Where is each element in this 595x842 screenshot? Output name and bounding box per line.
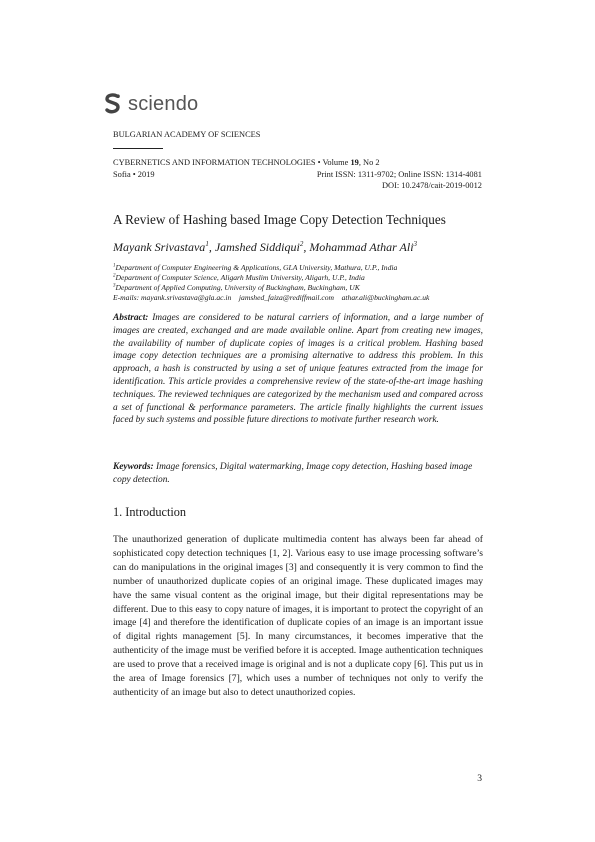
header-rule — [113, 148, 163, 149]
author-mark: 2 — [299, 240, 304, 248]
academy-name: BULGARIAN ACADEMY OF SCIENCES — [113, 130, 261, 139]
doi: DOI: 10.2478/cait-2019-0012 — [381, 181, 482, 190]
sciendo-mark-icon — [104, 93, 122, 115]
author-name: Jamshed Siddiqui — [214, 240, 300, 254]
author-name: Mayank Srivastava — [113, 240, 206, 254]
author-list: Mayank Srivastava$^1$, Jamshed Siddiqui$^2$, Mohammad Athar Ali$^3$ — [113, 240, 418, 254]
author-name: Mohammad Athar Ali — [309, 240, 414, 254]
affiliation-mark: 2 — [113, 273, 116, 279]
keywords-label: Keywords: — [113, 462, 154, 472]
journal-line — [113, 158, 380, 167]
author-mark: 1 — [205, 240, 209, 248]
abstract-label: Abstract: — [113, 313, 149, 323]
abstract-text: Images are considered to be natural carriers of information, and a large number of images are created, exchanged and are made available online. Apart from creating new images, the availability of number of duplicate copies of images is a critical problem. Hashing based image copy detection techniques are a promising alternative to address this problem. In this approach, a hash is constructed by using a set of unique features extracted from the image for identification. This article provides a comprehensive review of the state-of-the-art image hashing techniques. The reviewed techniques are categorized by the mechanism used and compared across a set of functional & performance parameters. The article finally highlights the current issues faced by such systems and possible future directions to motivate further research work. — [113, 313, 483, 426]
page-number: 3 — [477, 773, 482, 784]
journal-issue: , No 2 — [358, 158, 380, 167]
intro-paragraph: The unauthorized generation of duplicate multimedia content has always been far ahead of sophisticated copy detection techniques [1, 2]. Various easy to use image processing software’s can do manipulations in the original images [3] and consequently it is very common to find the number of unauthorized duplicate copies of an original image. These duplicated images may have the same visual content as the original image, but their digital representations may be different. Due to this easy to copy nature of images, it is important to protect the copyright of an image [4] and therefore the identification of duplicate copies of an image is an important issue of digital rights management [5]. In many circumstances, it becomes imperative that the authenticity of the image must be verified before it is accepted. Image authentication techniques are used to prove that a received image is original and is not a duplicate copy [6]. This put us in the area of Image forensics [7], which uses a number of techniques not only to verify the authenticity of an image but also to detect unauthorized copies. — [113, 534, 483, 698]
keywords — [113, 461, 483, 486]
affiliation — [113, 283, 360, 292]
affiliation — [113, 263, 397, 272]
affiliation-text: Department of Applied Computing, University of Buckingham, Buckingham, UK — [115, 283, 360, 292]
place-year: Sofia • 2019 — [113, 170, 155, 179]
author-mark: 3 — [413, 240, 418, 248]
affiliation-mark: 1 — [113, 263, 116, 269]
affiliation-text: Department of Computer Science, Aligarh Muslim University, Aligarh, U.P., India — [115, 273, 365, 282]
issn: Print ISSN: 1311-9702; Online ISSN: 1314-4081 — [316, 170, 482, 179]
sciendo-logo — [104, 93, 198, 115]
journal-volume: 19 — [350, 158, 359, 167]
affiliation-text: Department of Computer Engineering & Applications, GLA University, Mathura, U.P., India — [115, 263, 398, 272]
affiliation — [113, 273, 365, 282]
affiliation-mark: 3 — [113, 283, 116, 289]
abstract — [113, 312, 483, 427]
logo-text: sciendo — [128, 92, 199, 115]
author-emails: E-mails: mayank.srivastava@gla.ac.in jamshed_faiza@rediffmail.com athar.ali@buckingham.ac.uk — [113, 293, 430, 302]
section-heading: 1. Introduction — [113, 505, 187, 519]
keywords-text: Image forensics, Digital watermarking, Image copy detection, Hashing based image copy detection. — [113, 462, 473, 485]
paper-title: A Review of Hashing based Image Copy Detection Techniques — [113, 212, 446, 227]
journal-prefix: CYBERNETICS AND INFORMATION TECHNOLOGIES • Volume — [113, 158, 351, 167]
